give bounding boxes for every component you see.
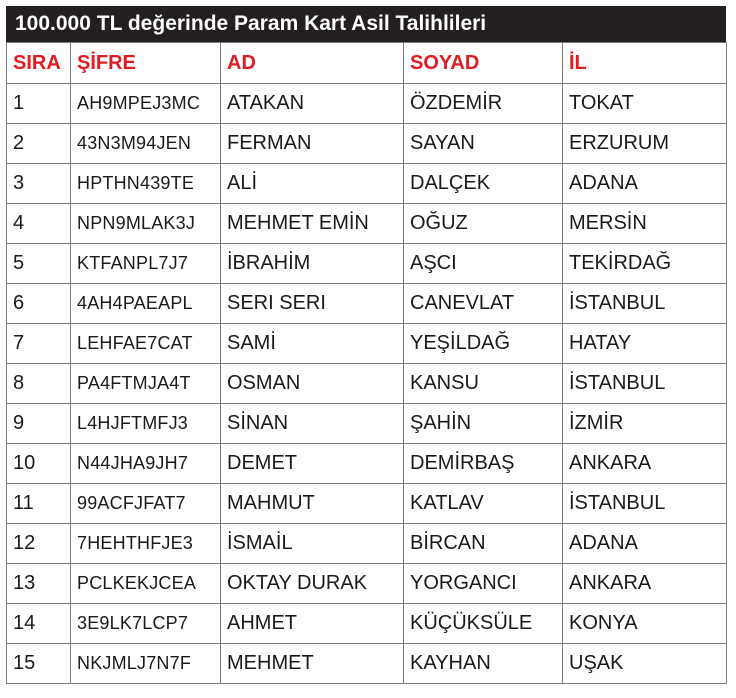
winners-table [6,42,727,684]
cell-ad: MAHMUT [221,484,404,524]
cell-ad: MEHMET EMİN [221,204,404,244]
cell-soyad: CANEVLAT [404,284,563,324]
cell-sira: 2 [7,124,71,164]
cell-sifre: PA4FTMJA4T [71,364,221,404]
cell-soyad: AŞCI [404,244,563,284]
cell-sira: 14 [7,604,71,644]
cell-ad: İSMAİL [221,524,404,564]
table-row [7,444,727,484]
cell-sira: 9 [7,404,71,444]
cell-sira: 4 [7,204,71,244]
cell-ad: DEMET [221,444,404,484]
cell-sifre: KTFANPL7J7 [71,244,221,284]
table-row [7,84,727,124]
cell-sira: 5 [7,244,71,284]
cell-ad: İBRAHİM [221,244,404,284]
cell-il: ANKARA [563,444,727,484]
cell-ad: ALİ [221,164,404,204]
cell-ad: FERMAN [221,124,404,164]
table-row [7,124,727,164]
cell-soyad: ÖZDEMİR [404,84,563,124]
cell-sifre: 43N3M94JEN [71,124,221,164]
table-row [7,164,727,204]
cell-ad: SİNAN [221,404,404,444]
cell-sifre: 4AH4PAEAPL [71,284,221,324]
cell-soyad: BİRCAN [404,524,563,564]
cell-sira: 13 [7,564,71,604]
cell-sira: 8 [7,364,71,404]
cell-il: TOKAT [563,84,727,124]
cell-ad: AHMET [221,604,404,644]
cell-il: İZMİR [563,404,727,444]
cell-sifre: AH9MPEJ3MC [71,84,221,124]
cell-il: UŞAK [563,644,727,684]
cell-il: ADANA [563,164,727,204]
header-ad: AD [221,43,404,84]
cell-il: MERSİN [563,204,727,244]
cell-ad: ATAKAN [221,84,404,124]
header-sira: SIRA [7,43,71,84]
header-sifre: ŞİFRE [71,43,221,84]
cell-soyad: YORGANCI [404,564,563,604]
cell-sifre: 99ACFJFAT7 [71,484,221,524]
cell-sifre: LEHFAE7CAT [71,324,221,364]
table-row [7,604,727,644]
cell-sira: 1 [7,84,71,124]
cell-sira: 12 [7,524,71,564]
cell-sifre: L4HJFTMFJ3 [71,404,221,444]
table-row [7,644,727,684]
header-soyad: SOYAD [404,43,563,84]
table-row [7,364,727,404]
cell-il: İSTANBUL [563,284,727,324]
cell-sifre: N44JHA9JH7 [71,444,221,484]
cell-sifre: NKJMLJ7N7F [71,644,221,684]
cell-sira: 6 [7,284,71,324]
header-il: İL [563,43,727,84]
cell-il: ADANA [563,524,727,564]
cell-il: ANKARA [563,564,727,604]
table-row [7,484,727,524]
cell-sira: 10 [7,444,71,484]
table-row [7,324,727,364]
cell-sira: 7 [7,324,71,364]
cell-soyad: KÜÇÜKSÜLE [404,604,563,644]
cell-ad: OSMAN [221,364,404,404]
cell-ad: SAMİ [221,324,404,364]
table-row [7,204,727,244]
cell-il: TEKİRDAĞ [563,244,727,284]
table-row [7,524,727,564]
cell-il: ERZURUM [563,124,727,164]
cell-soyad: KATLAV [404,484,563,524]
cell-sira: 15 [7,644,71,684]
cell-soyad: DEMİRBAŞ [404,444,563,484]
cell-ad: MEHMET [221,644,404,684]
cell-il: HATAY [563,324,727,364]
cell-ad: OKTAY DURAK [221,564,404,604]
cell-sira: 3 [7,164,71,204]
cell-sifre: NPN9MLAK3J [71,204,221,244]
cell-soyad: ŞAHİN [404,404,563,444]
table-title: 100.000 TL değerinde Param Kart Asil Talihlileri [6,6,726,42]
cell-sira: 11 [7,484,71,524]
winners-table-container [6,6,726,684]
cell-soyad: SAYAN [404,124,563,164]
cell-il: İSTANBUL [563,364,727,404]
table-row [7,284,727,324]
cell-sifre: HPTHN439TE [71,164,221,204]
cell-il: İSTANBUL [563,484,727,524]
cell-soyad: YEŞİLDAĞ [404,324,563,364]
cell-sifre: PCLKEKJCEA [71,564,221,604]
cell-soyad: OĞUZ [404,204,563,244]
cell-il: KONYA [563,604,727,644]
table-row [7,564,727,604]
cell-soyad: DALÇEK [404,164,563,204]
table-row [7,244,727,284]
cell-sifre: 7HEHTHFJE3 [71,524,221,564]
cell-soyad: KAYHAN [404,644,563,684]
table-row [7,404,727,444]
cell-sifre: 3E9LK7LCP7 [71,604,221,644]
cell-soyad: KANSU [404,364,563,404]
header-row [7,43,727,84]
cell-ad: SERI SERI [221,284,404,324]
